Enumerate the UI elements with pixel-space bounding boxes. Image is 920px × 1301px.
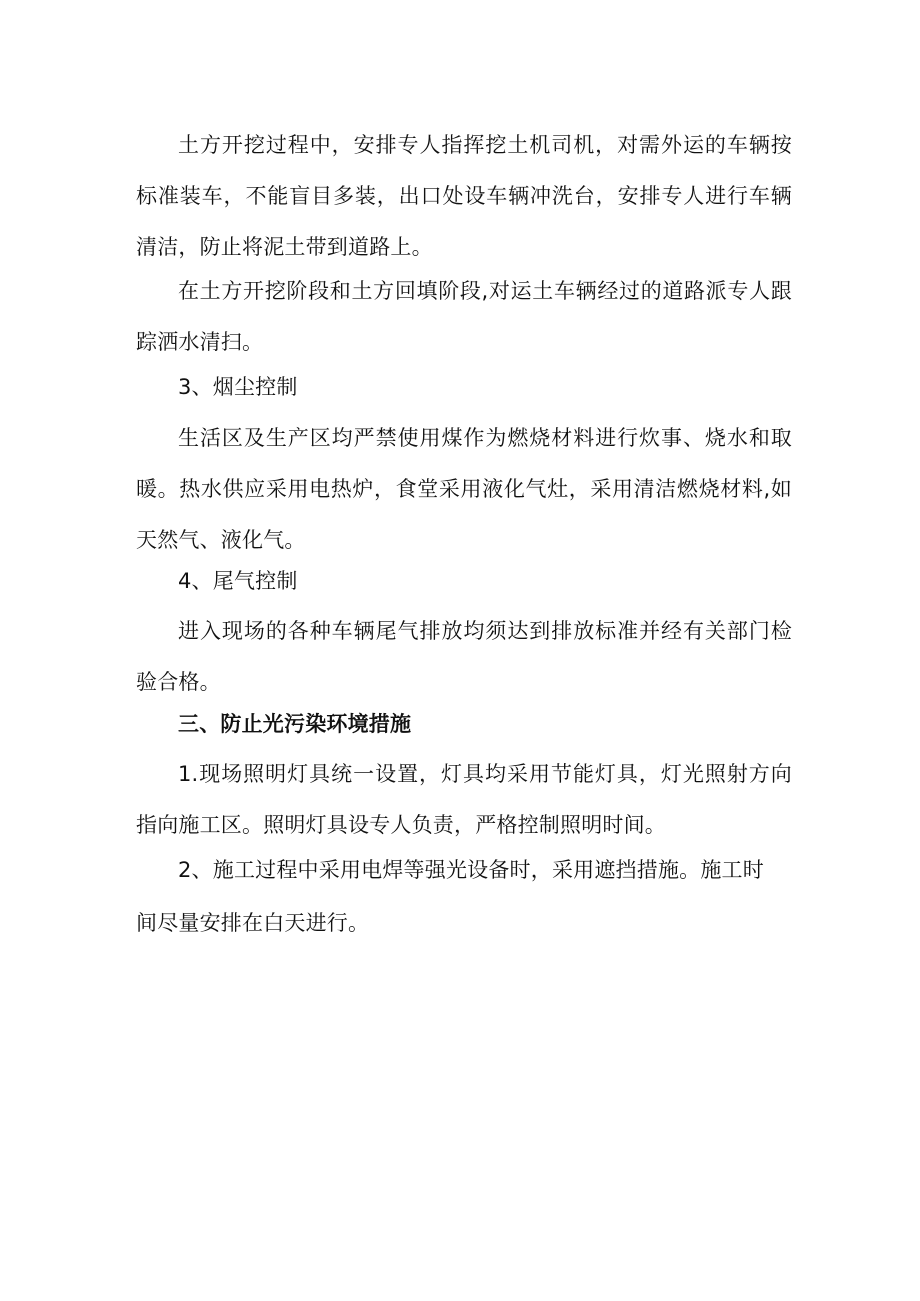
heading-exhaust-control: 4、尾气控制 [178, 569, 298, 593]
paragraph-lighting-setup: 1.现场照明灯具统一设置，灯具均采用节能灯具，灯光照射方向指向施工区。照明灯具设专人负责，严格控制照明时间。 [136, 762, 792, 837]
section-heading-light-pollution: 三、防止光污染环境措施 [178, 712, 412, 736]
heading-smoke-dust-control: 3、烟尘控制 [178, 375, 298, 399]
paragraph-fuel-restriction: 生活区及生产区均严禁使用煤作为燃烧材料进行炊事、烧水和取暖。热水供应采用电热炉，食堂采用液化气灶，采用清洁燃烧材料,如天然气、液化气。 [136, 426, 792, 552]
paragraph-earthwork-loading: 土方开挖过程中，安排专人指挥挖土机司机，对需外运的车辆按标准装车，不能盲目多装，出口处设车辆冲洗台，安排专人进行车辆清洁，防止将泥土带到道路上。 [136, 133, 792, 259]
paragraph-welding-shielding: 2、施工过程中采用电焊等强光设备时，采用遮挡措施。施工时 [178, 858, 764, 882]
paragraph-road-sprinkling: 在土方开挖阶段和土方回填阶段,对运土车辆经过的道路派专人跟踪洒水清扫。 [136, 279, 792, 354]
paragraph-welding-shielding-continued: 间尽量安排在白天进行。 [136, 911, 370, 935]
paragraph-vehicle-emission: 进入现场的各种车辆尾气排放均须达到排放标准并经有关部门检验合格。 [136, 619, 792, 694]
